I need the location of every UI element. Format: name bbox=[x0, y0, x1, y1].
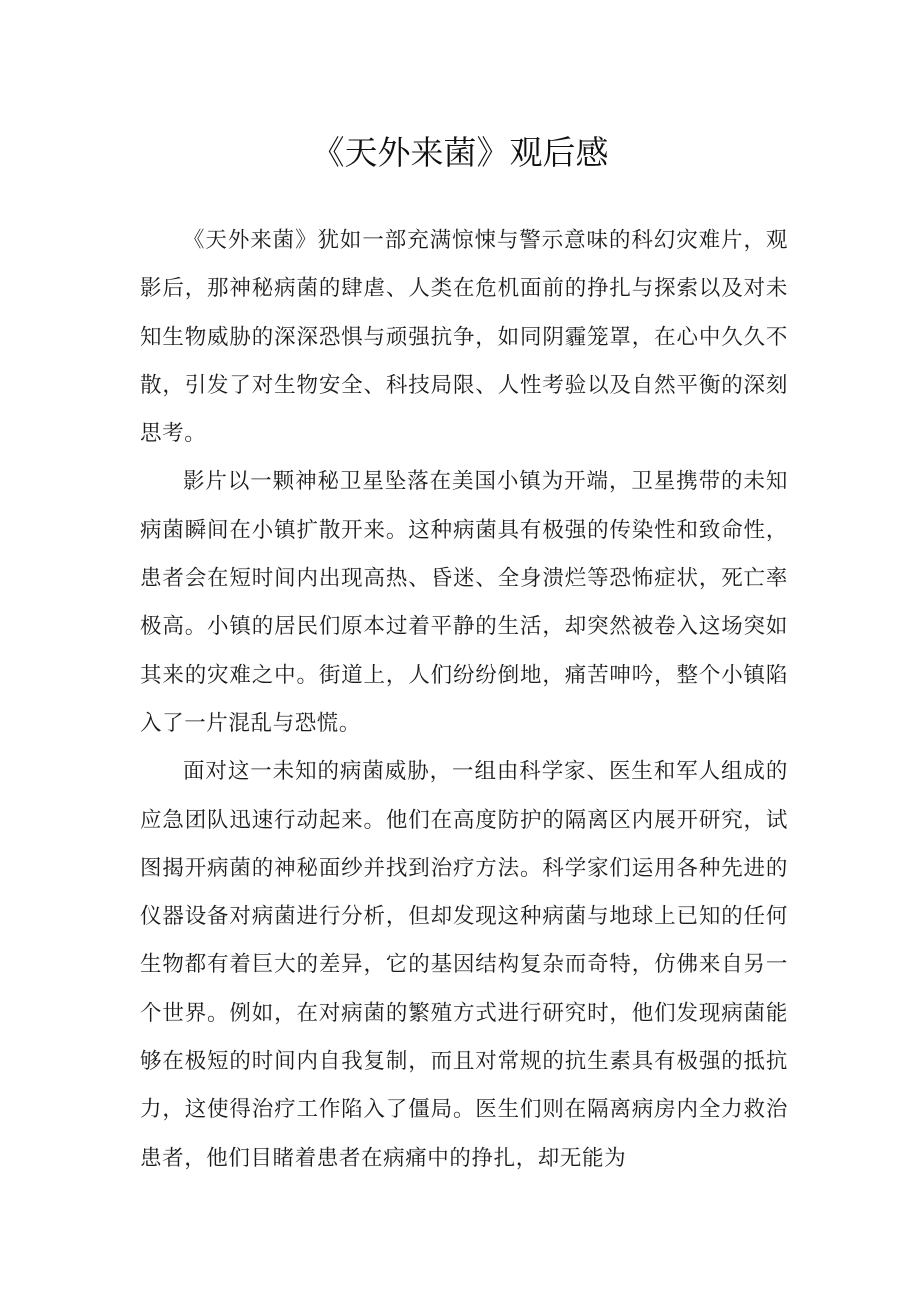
document-body bbox=[140, 217, 788, 1183]
paragraph-2: 影片以一颗神秘卫星坠落在美国小镇为开端，卫星携带的未知病菌瞬间在小镇扩散开来。这种病菌具有极强的传染性和致命性，患者会在短时间内出现高热、昏迷、全身溃烂等恐怖症状，死亡率极高。小镇的居民们原本过着平静的生活，却突然被卷入这场突如其来的灾难之中。街道上，人们纷纷倒地，痛苦呻吟，整个小镇陷入了一片混乱与恐慌。 bbox=[140, 469, 788, 736]
paragraph-3: 面对这一未知的病菌威胁，一组由科学家、医生和军人组成的应急团队迅速行动起来。他们在高度防护的隔离区内展开研究，试图揭开病菌的神秘面纱并找到治疗方法。科学家们运用各种先进的仪器设备对病菌进行分析，但却发现这种病菌与地球上已知的任何生物都有着巨大的差异，它的基因结构复杂而奇特，仿佛来自另一个世界。例如，在对病菌的繁殖方式进行研究时，他们发现病菌能够在极短的时间内自我复制，而且对常规的抗生素具有极强的抵抗力，这使得治疗工作陷入了僵局。医生们则在隔离病房内全力救治患者，他们目睹着患者在病痛中的挣扎，却无能为 bbox=[140, 759, 788, 1171]
document-title: 《天外来菌》观后感 bbox=[311, 133, 609, 172]
paragraph-1: 《天外来菌》犹如一部充满惊悚与警示意味的科幻灾难片，观影后，那神秘病菌的肆虐、人类在危机面前的挣扎与探索以及对未知生物威胁的深深恐惧与顽强抗争，如同阴霾笼罩，在心中久久不散，引发了对生物安全、科技局限、人性考验以及自然平衡的深刻思考。 bbox=[140, 228, 788, 447]
